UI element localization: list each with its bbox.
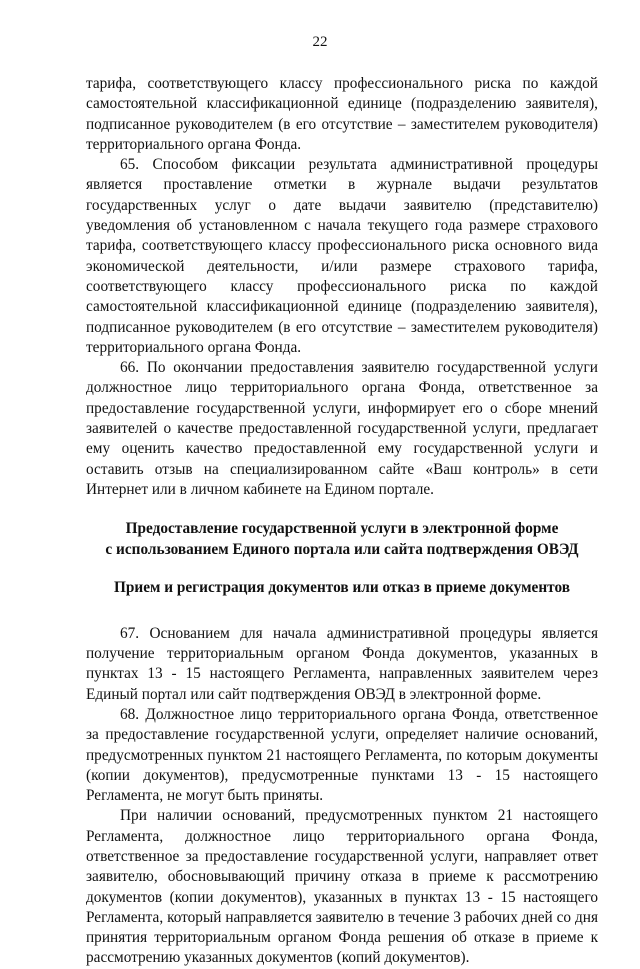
paragraph-continuation: тарифа, соответствующего классу профессионального риска по каждой самостоятельной классификационной единице (подразделению заявителя), подписанное руководителем (в его отсутствие – заместителем руководителя) территориального органа Фонда.: [86, 75, 598, 153]
paragraphs-bottom: [86, 624, 598, 969]
section-heading-line-1: Предоставление государственной услуги в электронной форме: [125, 520, 559, 538]
paragraphs-top: [86, 74, 598, 500]
section-heading: [86, 519, 598, 560]
paragraph-67: 67. Основанием для начала административной процедуры является получение территориальным органом Фонда документов, указанных в пунктах 13 - 15 настоящего Регламента, направленных заявителем через Единый портал или сайт подтверждения ОВЭД в электронной форме.: [86, 624, 598, 703]
document-body: [86, 74, 598, 969]
page-number: 22: [312, 34, 328, 50]
paragraph-66: 66. По окончании предоставления заявителю государственной услуги должностное лицо территориального органа Фонда, ответственное за предоставление государственной услуги, информирует его о сборе мнений заявителей о качестве предоставленной государственной услуги, предлагает ему оценить качество предоставленной ему государственной услуги и оставить отзыв на специализированном сайте «Ваш контроль» в сети Интернет или в личном кабинете на Едином портале.: [86, 359, 598, 498]
paragraph-68-continued: При наличии оснований, предусмотренных пунктом 21 настоящего Регламента, должностное лицо территориального органа Фонда, ответственное за предоставление государственной услуги, направляет ответ заявителю, обосновывающий причину отказа в приеме к рассмотрению документов (копии документов), указанных в пунктах 13 - 15 настоящего Регламента, который направляется заявителю в течение 3 рабочих дней со дня принятия территориальным органом Фонда решения об отказе в приеме к рассмотрению указанных документов (копий документов).: [86, 807, 598, 967]
paragraph-65: 65. Способом фиксации результата административной процедуры является проставление отметки в журнале выдачи результатов государственных услуг о дате выдачи заявителю (представителю) уведомления об установленном с начала текущего года размере страхового тарифа, соответствующего классу профессионального риска основного вида экономической деятельности, и/или размере страхового тарифа, соответствующего классу профессионального риска по каждой самостоятельной классификационной единице (подразделению заявителя), подписанное руководителем (в его отсутствие – заместителем руководителя) территориального органа Фонда.: [86, 156, 598, 356]
subsection-heading: Прием и регистрация документов или отказ в приеме документов: [114, 579, 570, 597]
section-heading-line-2: с использованием Единого портала или сайта подтверждения ОВЭД: [105, 540, 579, 558]
paragraph-68: 68. Должностное лицо территориального органа Фонда, ответственное за предоставление государственной услуги, определяет наличие оснований, предусмотренных пунктом 21 настоящего Регламента, по которым документы (копии документов), предусмотренные пунктами 13 - 15 настоящего Регламента, не могут быть приняты.: [86, 705, 598, 805]
